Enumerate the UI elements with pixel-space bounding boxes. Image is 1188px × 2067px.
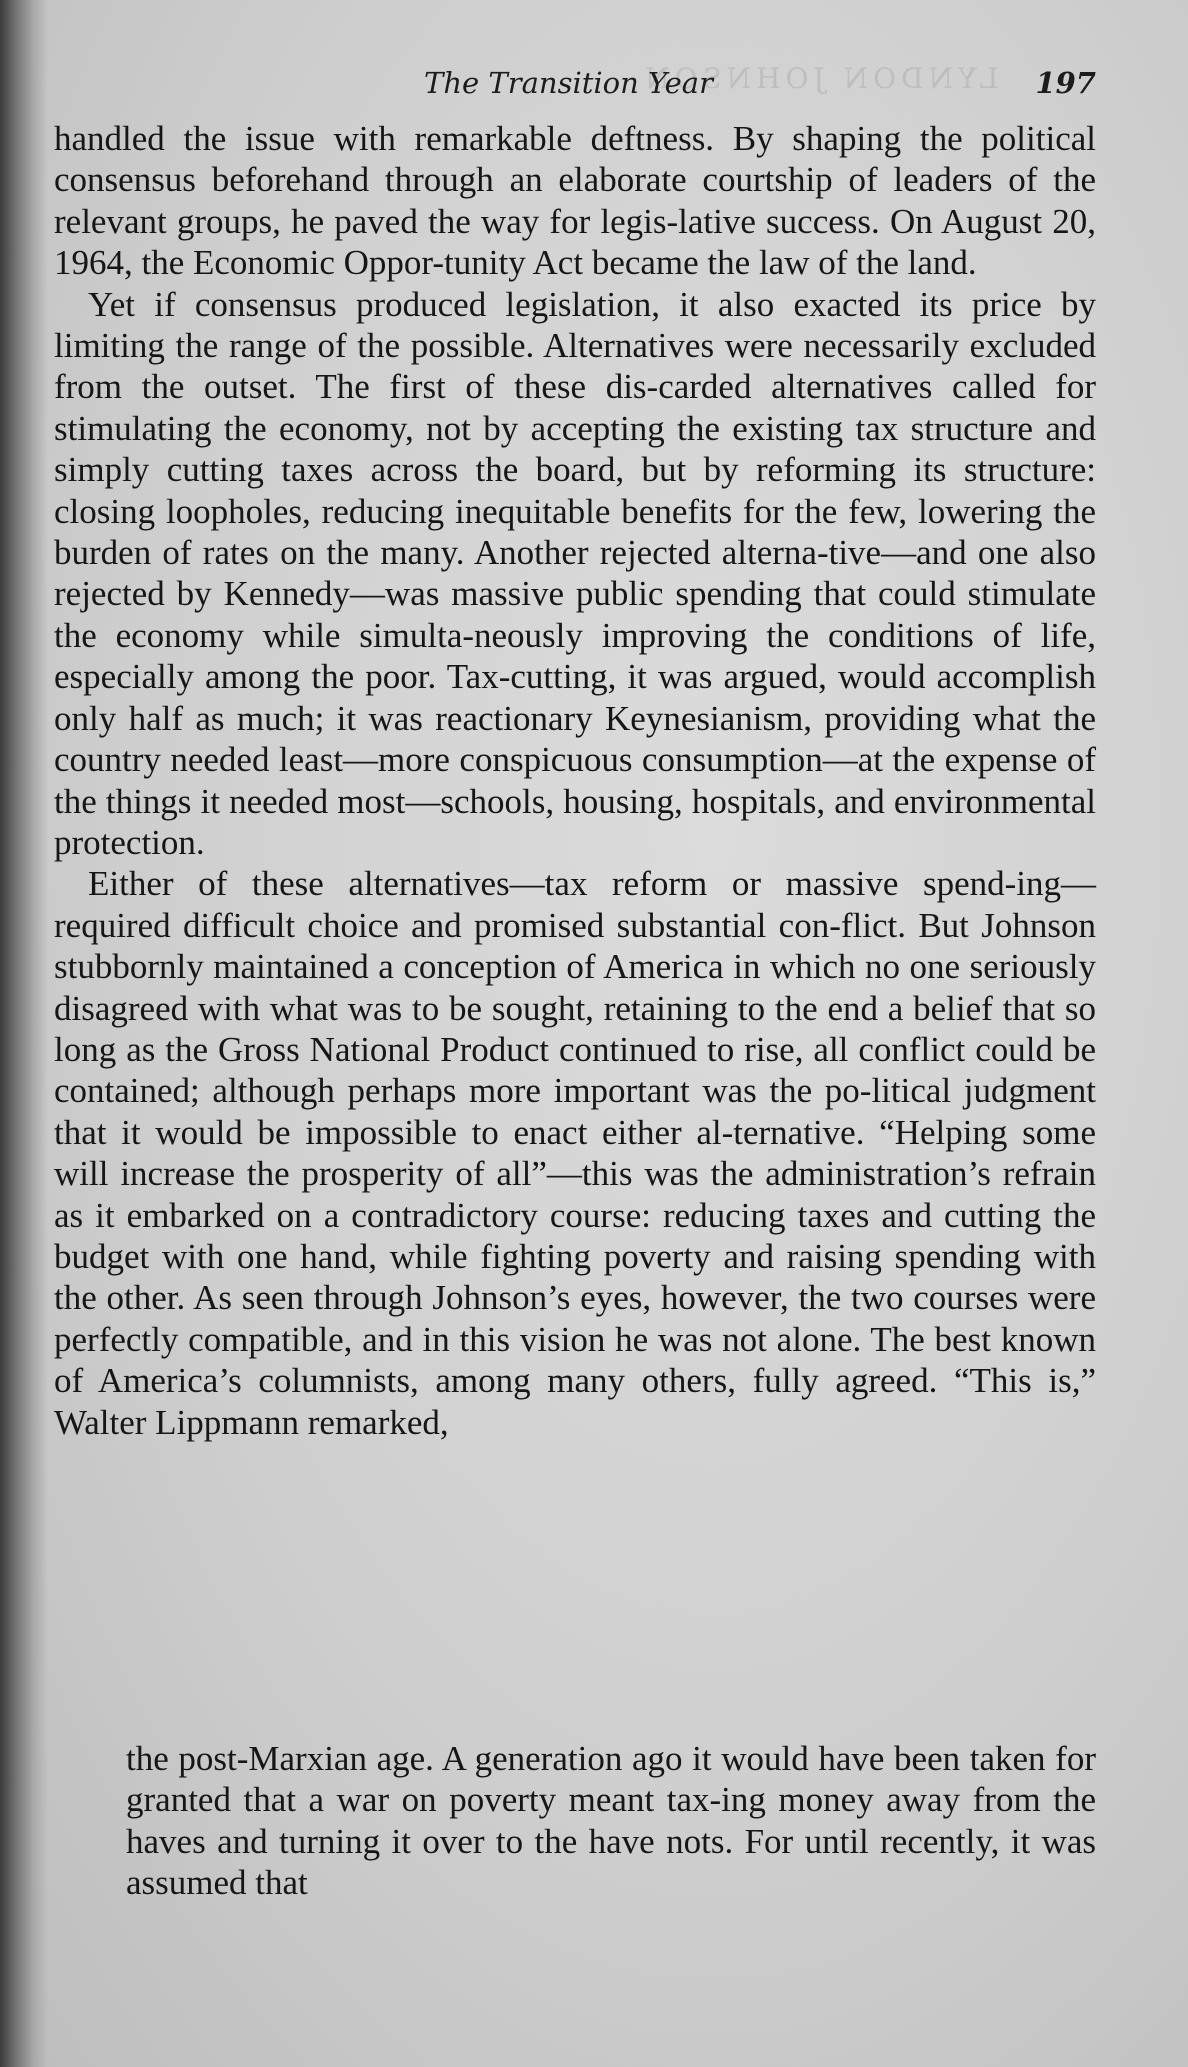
show-through-text: LYNDON JOHNSON bbox=[640, 62, 999, 95]
book-gutter-shadow bbox=[0, 0, 48, 2067]
body-text bbox=[54, 118, 1096, 1443]
paragraph-continued: handled the issue with remarkable deftness. By shaping the political consensus beforehand through an elaborate courtship of leaders of the relevant groups, he paved the way for legis-lative success. On August 20, 1964, the Economic Oppor-tunity Act became the law of the land. bbox=[54, 119, 1096, 283]
running-header bbox=[56, 60, 1096, 106]
paragraph: Yet if consensus produced legislation, it also exacted its price by limiting the range of the possible. Alternatives were necessarily excluded from the outset. The first of these dis-carded alternatives called for stimulating the economy, not by accepting the existing tax structure and simply cutting taxes across the board, but by reforming its structure: closing loopholes, reducing inequitable benefits for the few, lowering the burden of rates on the many. Another rejected alterna-tive—and one also rejected by Kennedy—was massive public spending that could stimulate the economy while simulta-neously improving the conditions of life, especially among the poor. Tax-cutting, it was argued, would accomplish only half as much; it was reactionary Keynesianism, providing what the country needed least—more conspicuous consumption—at the expense of the things it needed most—schools, housing, hospitals, and environmental protection. bbox=[54, 284, 1096, 862]
paragraph: Either of these alternatives—tax reform or massive spend-ing—required difficult choice and promised substantial con-flict. But Johnson stubbornly maintained a conception of America in which no one seriously disagreed with what was to be sought, retaining to the end a belief that so long as the Gross National Product continued to rise, all conflict could be contained; although perhaps more important was the po-litical judgment that it would be impossible to enact either al-ternative. “Helping some will increase the prosperity of all”—this was the administration’s refrain as it embarked on a contradictory course: reducing taxes and cutting the budget with one hand, while fighting poverty and raising spending with the other. As seen through Johnson’s eyes, however, the two courses were perfectly compatible, and in this vision he was not alone. The best known of America’s columnists, among many others, fully agreed. “This is,” Walter Lippmann remarked, bbox=[54, 864, 1096, 1442]
running-title: The Transition Year bbox=[424, 66, 713, 100]
block-quote-text: the post-Marxian age. A generation ago it would have been taken for granted that a war on poverty meant tax-ing money away from the haves and turning it over to the have nots. For until recently, it was assumed that bbox=[126, 1739, 1096, 1903]
block-quote bbox=[126, 1738, 1096, 1904]
page-number: 197 bbox=[1035, 66, 1096, 100]
